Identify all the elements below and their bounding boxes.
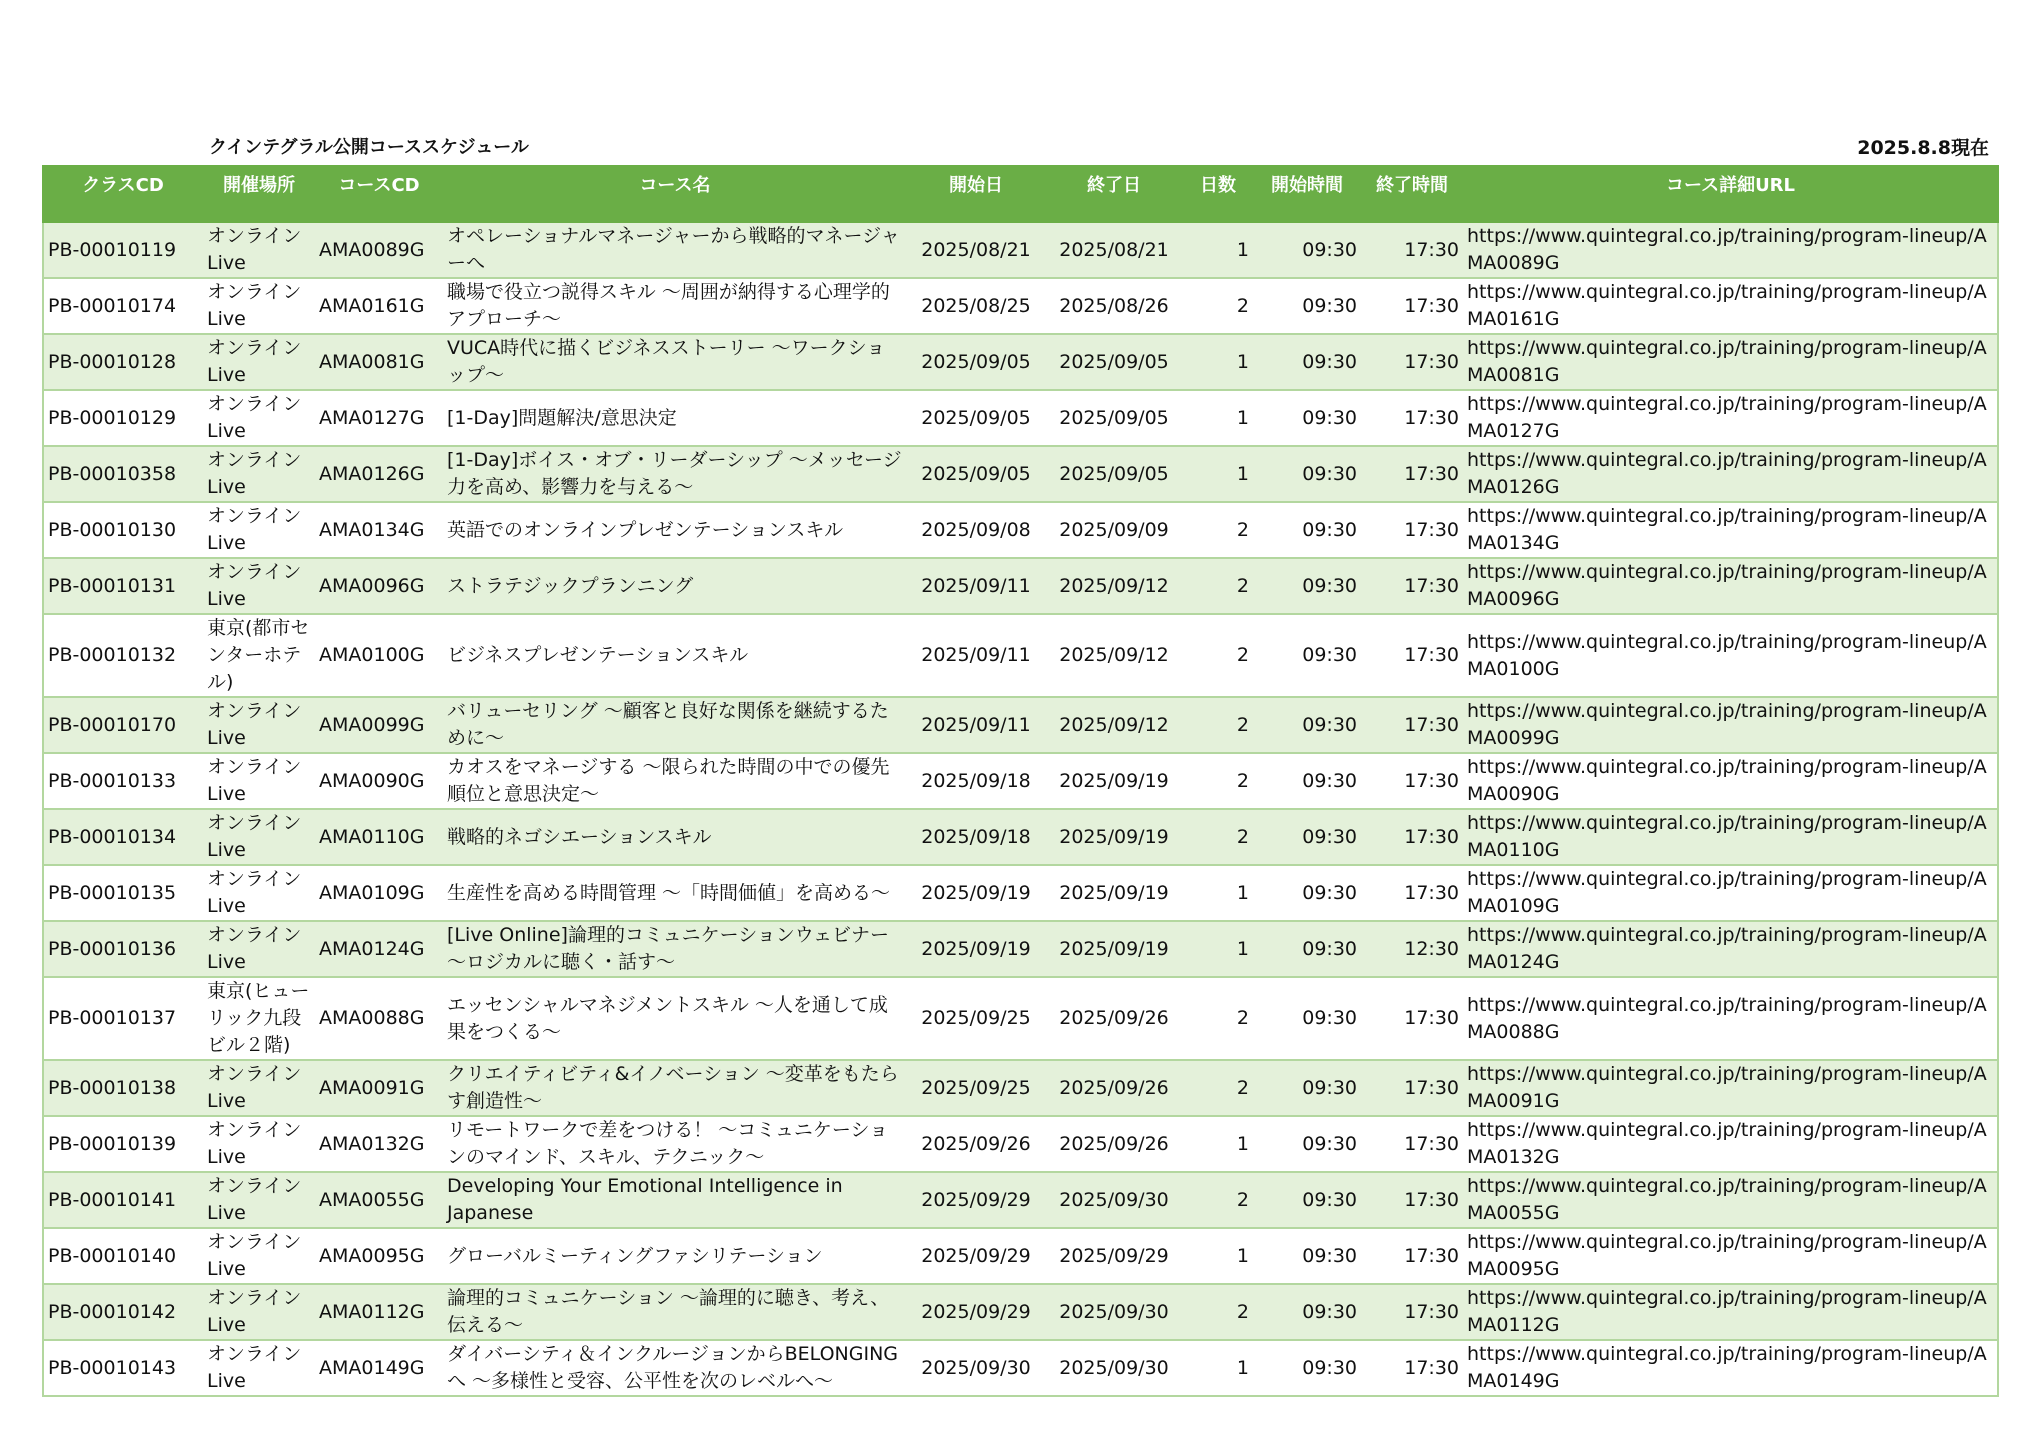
end-date-cell: 2025/09/05 xyxy=(1045,334,1183,390)
course-name-cell: グローバルミーティングファシリテーション xyxy=(443,1228,907,1284)
start-date-cell: 2025/09/29 xyxy=(907,1172,1045,1228)
course-name-cell: VUCA時代に描くビジネスストーリー ～ワークショップ～ xyxy=(443,334,907,390)
class-cd-cell: PB-00010136 xyxy=(43,921,203,977)
col-header-course-cd: コースCD xyxy=(315,166,443,222)
start-time-cell: 09:30 xyxy=(1253,809,1361,865)
days-cell: 1 xyxy=(1183,390,1253,446)
venue-cell: オンライン Live xyxy=(203,390,315,446)
days-cell: 2 xyxy=(1183,697,1253,753)
venue-cell: オンライン Live xyxy=(203,865,315,921)
course-name-cell: 生産性を高める時間管理 ～「時間価値」を高める～ xyxy=(443,865,907,921)
start-date-cell: 2025/09/05 xyxy=(907,334,1045,390)
class-cd-cell: PB-00010135 xyxy=(43,865,203,921)
schedule-table xyxy=(42,165,1999,1397)
detail-url-link[interactable]: https://www.quintegral.co.jp/training/program-lineup/AMA0124G xyxy=(1463,921,1998,977)
table-row xyxy=(43,334,1998,390)
end-date-cell: 2025/09/19 xyxy=(1045,753,1183,809)
days-cell: 1 xyxy=(1183,1340,1253,1396)
days-cell: 2 xyxy=(1183,753,1253,809)
venue-cell: オンライン Live xyxy=(203,1116,315,1172)
table-row xyxy=(43,278,1998,334)
table-row xyxy=(43,222,1998,278)
class-cd-cell: PB-00010133 xyxy=(43,753,203,809)
start-date-cell: 2025/09/05 xyxy=(907,446,1045,502)
course-cd-cell: AMA0089G xyxy=(315,222,443,278)
table-row xyxy=(43,1340,1998,1396)
start-date-cell: 2025/09/25 xyxy=(907,1060,1045,1116)
end-date-cell: 2025/08/21 xyxy=(1045,222,1183,278)
end-date-cell: 2025/09/26 xyxy=(1045,1116,1183,1172)
end-time-cell: 17:30 xyxy=(1361,614,1463,697)
course-cd-cell: AMA0134G xyxy=(315,502,443,558)
course-name-cell: カオスをマネージする ～限られた時間の中での優先順位と意思決定～ xyxy=(443,753,907,809)
col-header-class-cd: クラスCD xyxy=(43,166,203,222)
days-cell: 2 xyxy=(1183,977,1253,1060)
end-time-cell: 17:30 xyxy=(1361,1116,1463,1172)
venue-cell: 東京(ヒューリック九段ビル２階) xyxy=(203,977,315,1060)
venue-cell: オンライン Live xyxy=(203,558,315,614)
end-time-cell: 17:30 xyxy=(1361,1060,1463,1116)
end-date-cell: 2025/09/30 xyxy=(1045,1172,1183,1228)
end-date-cell: 2025/09/12 xyxy=(1045,614,1183,697)
days-cell: 2 xyxy=(1183,1060,1253,1116)
start-date-cell: 2025/09/25 xyxy=(907,977,1045,1060)
class-cd-cell: PB-00010140 xyxy=(43,1228,203,1284)
course-cd-cell: AMA0110G xyxy=(315,809,443,865)
detail-url-link[interactable]: https://www.quintegral.co.jp/training/program-lineup/AMA0088G xyxy=(1463,977,1998,1060)
start-time-cell: 09:30 xyxy=(1253,1340,1361,1396)
start-time-cell: 09:30 xyxy=(1253,390,1361,446)
start-date-cell: 2025/09/18 xyxy=(907,809,1045,865)
end-time-cell: 17:30 xyxy=(1361,278,1463,334)
table-row xyxy=(43,753,1998,809)
end-date-cell: 2025/09/09 xyxy=(1045,502,1183,558)
course-name-cell: オペレーショナルマネージャーから戦略的マネージャーへ xyxy=(443,222,907,278)
table-row xyxy=(43,614,1998,697)
end-date-cell: 2025/09/30 xyxy=(1045,1340,1183,1396)
detail-url-link[interactable]: https://www.quintegral.co.jp/training/program-lineup/AMA0099G xyxy=(1463,697,1998,753)
course-cd-cell: AMA0112G xyxy=(315,1284,443,1340)
detail-url-link[interactable]: https://www.quintegral.co.jp/training/program-lineup/AMA0081G xyxy=(1463,334,1998,390)
start-date-cell: 2025/09/26 xyxy=(907,1116,1045,1172)
table-row xyxy=(43,921,1998,977)
start-date-cell: 2025/09/29 xyxy=(907,1228,1045,1284)
start-time-cell: 09:30 xyxy=(1253,1284,1361,1340)
end-date-cell: 2025/09/30 xyxy=(1045,1284,1183,1340)
course-name-cell: 職場で役立つ説得スキル ～周囲が納得する心理学的アプローチ～ xyxy=(443,278,907,334)
end-time-cell: 17:30 xyxy=(1361,558,1463,614)
start-date-cell: 2025/09/08 xyxy=(907,502,1045,558)
table-row xyxy=(43,390,1998,446)
class-cd-cell: PB-00010134 xyxy=(43,809,203,865)
col-header-end-date: 終了日 xyxy=(1045,166,1183,222)
course-cd-cell: AMA0149G xyxy=(315,1340,443,1396)
detail-url-link[interactable]: https://www.quintegral.co.jp/training/program-lineup/AMA0055G xyxy=(1463,1172,1998,1228)
class-cd-cell: PB-00010170 xyxy=(43,697,203,753)
detail-url-link[interactable]: https://www.quintegral.co.jp/training/program-lineup/AMA0109G xyxy=(1463,865,1998,921)
end-time-cell: 12:30 xyxy=(1361,921,1463,977)
col-header-course-name: コース名 xyxy=(443,166,907,222)
col-header-start-date: 開始日 xyxy=(907,166,1045,222)
detail-url-link[interactable]: https://www.quintegral.co.jp/training/program-lineup/AMA0110G xyxy=(1463,809,1998,865)
col-header-detail-url: コース詳細URL xyxy=(1463,166,1998,222)
course-name-cell: [1-Day]問題解決/意思決定 xyxy=(443,390,907,446)
course-cd-cell: AMA0161G xyxy=(315,278,443,334)
course-name-cell: 戦略的ネゴシエーションスキル xyxy=(443,809,907,865)
detail-url-link[interactable]: https://www.quintegral.co.jp/training/program-lineup/AMA0149G xyxy=(1463,1340,1998,1396)
days-cell: 1 xyxy=(1183,865,1253,921)
detail-url-link[interactable]: https://www.quintegral.co.jp/training/program-lineup/AMA0112G xyxy=(1463,1284,1998,1340)
end-time-cell: 17:30 xyxy=(1361,1172,1463,1228)
table-header-row xyxy=(43,166,1998,222)
end-date-cell: 2025/09/29 xyxy=(1045,1228,1183,1284)
start-time-cell: 09:30 xyxy=(1253,278,1361,334)
venue-cell: オンライン Live xyxy=(203,1228,315,1284)
end-time-cell: 17:30 xyxy=(1361,502,1463,558)
col-header-start-time: 開始時間 xyxy=(1253,166,1361,222)
detail-url-link[interactable]: https://www.quintegral.co.jp/training/program-lineup/AMA0132G xyxy=(1463,1116,1998,1172)
start-date-cell: 2025/09/11 xyxy=(907,697,1045,753)
start-date-cell: 2025/08/21 xyxy=(907,222,1045,278)
course-name-cell: ダイバーシティ＆インクルージョンからBELONGINGへ ～多様性と受容、公平性を次のレベルへ～ xyxy=(443,1340,907,1396)
end-date-cell: 2025/08/26 xyxy=(1045,278,1183,334)
detail-url-link[interactable]: https://www.quintegral.co.jp/training/program-lineup/AMA0126G xyxy=(1463,446,1998,502)
venue-cell: オンライン Live xyxy=(203,278,315,334)
course-cd-cell: AMA0055G xyxy=(315,1172,443,1228)
start-time-cell: 09:30 xyxy=(1253,1228,1361,1284)
detail-url-link[interactable]: https://www.quintegral.co.jp/training/program-lineup/AMA0095G xyxy=(1463,1228,1998,1284)
course-name-cell: ビジネスプレゼンテーションスキル xyxy=(443,614,907,697)
days-cell: 2 xyxy=(1183,502,1253,558)
course-name-cell: 英語でのオンラインプレゼンテーションスキル xyxy=(443,502,907,558)
course-name-cell: [Live Online]論理的コミュニケーションウェビナー ～ロジカルに聴く・話す～ xyxy=(443,921,907,977)
days-cell: 1 xyxy=(1183,334,1253,390)
start-date-cell: 2025/09/19 xyxy=(907,921,1045,977)
end-time-cell: 17:30 xyxy=(1361,1340,1463,1396)
course-name-cell: エッセンシャルマネジメントスキル ～人を通して成果をつくる～ xyxy=(443,977,907,1060)
end-date-cell: 2025/09/19 xyxy=(1045,809,1183,865)
table-row xyxy=(43,977,1998,1060)
end-time-cell: 17:30 xyxy=(1361,753,1463,809)
detail-url-link[interactable]: https://www.quintegral.co.jp/training/program-lineup/AMA0096G xyxy=(1463,558,1998,614)
end-date-cell: 2025/09/05 xyxy=(1045,446,1183,502)
venue-cell: オンライン Live xyxy=(203,222,315,278)
course-cd-cell: AMA0081G xyxy=(315,334,443,390)
course-name-cell: ストラテジックプランニング xyxy=(443,558,907,614)
end-time-cell: 17:30 xyxy=(1361,222,1463,278)
as-of-date: 2025.8.8現在 xyxy=(1857,137,1989,159)
venue-cell: オンライン Live xyxy=(203,446,315,502)
start-date-cell: 2025/09/11 xyxy=(907,558,1045,614)
start-date-cell: 2025/09/11 xyxy=(907,614,1045,697)
detail-url-link[interactable]: https://www.quintegral.co.jp/training/program-lineup/AMA0091G xyxy=(1463,1060,1998,1116)
start-time-cell: 09:30 xyxy=(1253,558,1361,614)
days-cell: 1 xyxy=(1183,1228,1253,1284)
start-date-cell: 2025/09/19 xyxy=(907,865,1045,921)
venue-cell: オンライン Live xyxy=(203,1172,315,1228)
col-header-venue: 開催場所 xyxy=(203,166,315,222)
end-date-cell: 2025/09/05 xyxy=(1045,390,1183,446)
col-header-end-time: 終了時間 xyxy=(1361,166,1463,222)
course-name-cell: リモートワークで差をつける！ ～コミュニケーションのマインド、スキル、テクニック～ xyxy=(443,1116,907,1172)
days-cell: 2 xyxy=(1183,558,1253,614)
venue-cell: オンライン Live xyxy=(203,697,315,753)
detail-url-link[interactable]: https://www.quintegral.co.jp/training/program-lineup/AMA0090G xyxy=(1463,753,1998,809)
start-date-cell: 2025/08/25 xyxy=(907,278,1045,334)
table-row xyxy=(43,1228,1998,1284)
table-row xyxy=(43,697,1998,753)
end-date-cell: 2025/09/12 xyxy=(1045,697,1183,753)
table-row xyxy=(43,1116,1998,1172)
days-cell: 2 xyxy=(1183,278,1253,334)
course-name-cell: クリエイティビティ&イノベーション ～変革をもたらす創造性～ xyxy=(443,1060,907,1116)
class-cd-cell: PB-00010130 xyxy=(43,502,203,558)
course-cd-cell: AMA0132G xyxy=(315,1116,443,1172)
end-date-cell: 2025/09/19 xyxy=(1045,865,1183,921)
class-cd-cell: PB-00010137 xyxy=(43,977,203,1060)
end-time-cell: 17:30 xyxy=(1361,977,1463,1060)
start-time-cell: 09:30 xyxy=(1253,614,1361,697)
table-body xyxy=(43,222,1998,1396)
start-time-cell: 09:30 xyxy=(1253,334,1361,390)
table-row xyxy=(43,1060,1998,1116)
start-time-cell: 09:30 xyxy=(1253,921,1361,977)
class-cd-cell: PB-00010174 xyxy=(43,278,203,334)
detail-url-link[interactable]: https://www.quintegral.co.jp/training/program-lineup/AMA0127G xyxy=(1463,390,1998,446)
start-time-cell: 09:30 xyxy=(1253,977,1361,1060)
end-time-cell: 17:30 xyxy=(1361,809,1463,865)
class-cd-cell: PB-00010141 xyxy=(43,1172,203,1228)
class-cd-cell: PB-00010128 xyxy=(43,334,203,390)
class-cd-cell: PB-00010138 xyxy=(43,1060,203,1116)
days-cell: 2 xyxy=(1183,809,1253,865)
end-time-cell: 17:30 xyxy=(1361,697,1463,753)
end-date-cell: 2025/09/19 xyxy=(1045,921,1183,977)
start-date-cell: 2025/09/29 xyxy=(907,1284,1045,1340)
class-cd-cell: PB-00010129 xyxy=(43,390,203,446)
start-time-cell: 09:30 xyxy=(1253,1116,1361,1172)
end-time-cell: 17:30 xyxy=(1361,446,1463,502)
end-time-cell: 17:30 xyxy=(1361,334,1463,390)
start-time-cell: 09:30 xyxy=(1253,1172,1361,1228)
start-date-cell: 2025/09/18 xyxy=(907,753,1045,809)
detail-url-link[interactable]: https://www.quintegral.co.jp/training/program-lineup/AMA0134G xyxy=(1463,502,1998,558)
venue-cell: 東京(都市センターホテル) xyxy=(203,614,315,697)
days-cell: 2 xyxy=(1183,1284,1253,1340)
detail-url-link[interactable]: https://www.quintegral.co.jp/training/program-lineup/AMA0100G xyxy=(1463,614,1998,697)
page-title: クインテグラル公開コーススケジュール xyxy=(209,137,529,158)
detail-url-link[interactable]: https://www.quintegral.co.jp/training/program-lineup/AMA0161G xyxy=(1463,278,1998,334)
end-date-cell: 2025/09/26 xyxy=(1045,977,1183,1060)
class-cd-cell: PB-00010119 xyxy=(43,222,203,278)
venue-cell: オンライン Live xyxy=(203,921,315,977)
table-row xyxy=(43,809,1998,865)
course-name-cell: 論理的コミュニケーション ～論理的に聴き、考え、伝える～ xyxy=(443,1284,907,1340)
days-cell: 1 xyxy=(1183,446,1253,502)
course-cd-cell: AMA0100G xyxy=(315,614,443,697)
course-cd-cell: AMA0127G xyxy=(315,390,443,446)
class-cd-cell: PB-00010358 xyxy=(43,446,203,502)
course-cd-cell: AMA0124G xyxy=(315,921,443,977)
days-cell: 1 xyxy=(1183,921,1253,977)
table-row xyxy=(43,502,1998,558)
end-time-cell: 17:30 xyxy=(1361,1228,1463,1284)
end-time-cell: 17:30 xyxy=(1361,390,1463,446)
course-cd-cell: AMA0096G xyxy=(315,558,443,614)
start-date-cell: 2025/09/30 xyxy=(907,1340,1045,1396)
venue-cell: オンライン Live xyxy=(203,1060,315,1116)
end-time-cell: 17:30 xyxy=(1361,1284,1463,1340)
col-header-days: 日数 xyxy=(1183,166,1253,222)
days-cell: 2 xyxy=(1183,1172,1253,1228)
start-time-cell: 09:30 xyxy=(1253,502,1361,558)
start-time-cell: 09:30 xyxy=(1253,865,1361,921)
days-cell: 2 xyxy=(1183,614,1253,697)
class-cd-cell: PB-00010143 xyxy=(43,1340,203,1396)
days-cell: 1 xyxy=(1183,222,1253,278)
venue-cell: オンライン Live xyxy=(203,809,315,865)
table-row xyxy=(43,1284,1998,1340)
venue-cell: オンライン Live xyxy=(203,334,315,390)
course-name-cell: [1-Day]ボイス・オブ・リーダーシップ ～メッセージ力を高め、影響力を与える～ xyxy=(443,446,907,502)
end-date-cell: 2025/09/12 xyxy=(1045,558,1183,614)
course-cd-cell: AMA0095G xyxy=(315,1228,443,1284)
end-date-cell: 2025/09/26 xyxy=(1045,1060,1183,1116)
course-cd-cell: AMA0109G xyxy=(315,865,443,921)
start-time-cell: 09:30 xyxy=(1253,697,1361,753)
table-row xyxy=(43,1172,1998,1228)
start-date-cell: 2025/09/05 xyxy=(907,390,1045,446)
course-name-cell: バリューセリング ～顧客と良好な関係を継続するために～ xyxy=(443,697,907,753)
table-row xyxy=(43,558,1998,614)
course-cd-cell: AMA0090G xyxy=(315,753,443,809)
venue-cell: オンライン Live xyxy=(203,753,315,809)
course-cd-cell: AMA0091G xyxy=(315,1060,443,1116)
table-row xyxy=(43,865,1998,921)
start-time-cell: 09:30 xyxy=(1253,222,1361,278)
detail-url-link[interactable]: https://www.quintegral.co.jp/training/program-lineup/AMA0089G xyxy=(1463,222,1998,278)
table-row xyxy=(43,446,1998,502)
start-time-cell: 09:30 xyxy=(1253,753,1361,809)
class-cd-cell: PB-00010139 xyxy=(43,1116,203,1172)
course-cd-cell: AMA0099G xyxy=(315,697,443,753)
start-time-cell: 09:30 xyxy=(1253,1060,1361,1116)
venue-cell: オンライン Live xyxy=(203,1284,315,1340)
course-cd-cell: AMA0126G xyxy=(315,446,443,502)
course-cd-cell: AMA0088G xyxy=(315,977,443,1060)
start-time-cell: 09:30 xyxy=(1253,446,1361,502)
venue-cell: オンライン Live xyxy=(203,1340,315,1396)
days-cell: 1 xyxy=(1183,1116,1253,1172)
class-cd-cell: PB-00010131 xyxy=(43,558,203,614)
course-name-cell: Developing Your Emotional Intelligence in Japanese xyxy=(443,1172,907,1228)
class-cd-cell: PB-00010142 xyxy=(43,1284,203,1340)
end-time-cell: 17:30 xyxy=(1361,865,1463,921)
class-cd-cell: PB-00010132 xyxy=(43,614,203,697)
venue-cell: オンライン Live xyxy=(203,502,315,558)
